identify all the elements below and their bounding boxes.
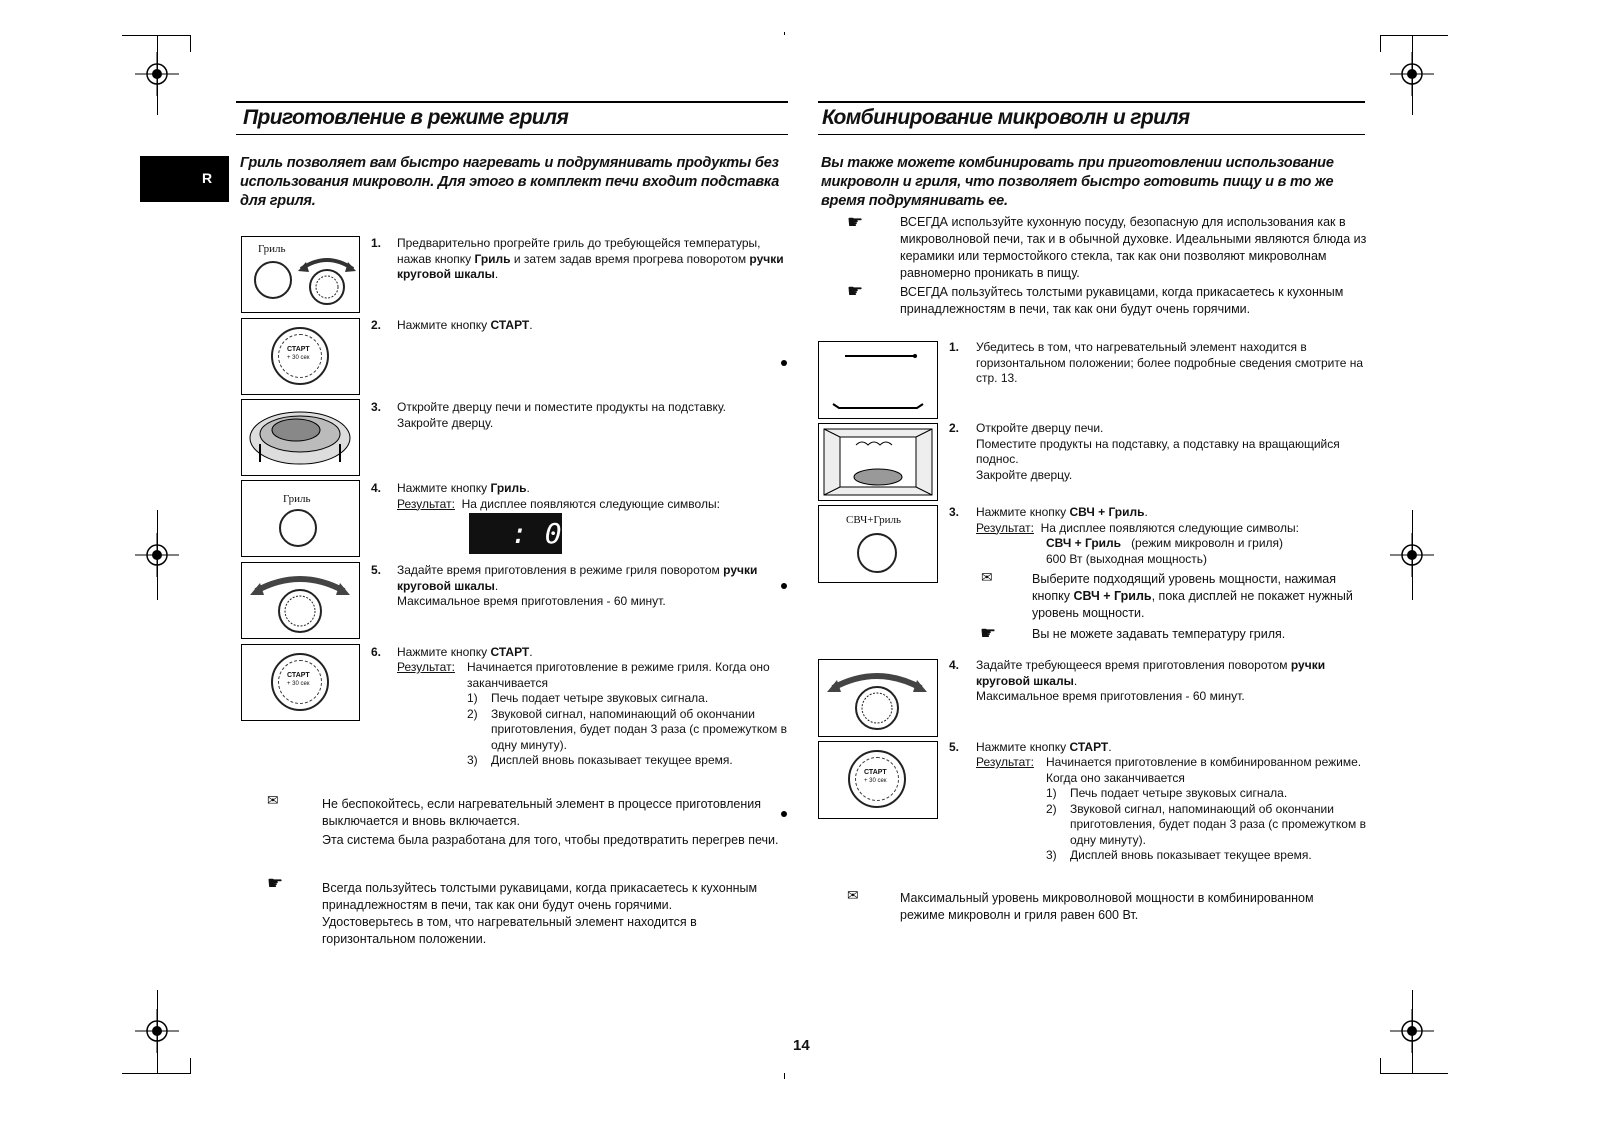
registration-mark-icon bbox=[135, 1009, 179, 1053]
right-step-3: Нажмите кнопку СВЧ + Гриль. Результат: На дисплее появляются следующие символы: СВЧ + Гриль (режим микроволн и гриля) 600 Вт (выходная мощность) bbox=[976, 505, 1299, 566]
registration-mark-icon bbox=[1390, 533, 1434, 577]
left-step-2: Нажмите кнопку СТАРТ. bbox=[397, 318, 533, 332]
start-dial-icon bbox=[271, 653, 329, 711]
dial-start-label: СТАРТ bbox=[287, 346, 310, 353]
left-step-5: Задайте время приготовления в режиме гриля поворотом ручки круговой шкалы. Максимальное время приготовления - 60 минут. bbox=[397, 563, 758, 608]
grill-button-label: Гриль bbox=[258, 243, 286, 255]
left-note-1: Не беспокойтесь, если нагревательный элемент в процессе приготовления выключается и вновь включается. bbox=[322, 797, 762, 828]
list-item: 2) Звуковой сигнал, напоминающий об окончании приготовления, будет подан 3 раза (с промежутком в одну минуту). bbox=[1046, 801, 1366, 847]
grill-rack-icon bbox=[246, 404, 354, 470]
step-number: 5. bbox=[371, 563, 382, 577]
registration-mark-icon bbox=[1390, 52, 1434, 96]
page-number: 14 bbox=[793, 1037, 810, 1054]
step-number: 1. bbox=[949, 340, 960, 354]
left-step-1: Предварительно прогрейте гриль до требующейся температуры, нажав кнопку Гриль и затем задав время прогрева поворотом ручки круговой шкалы. bbox=[397, 236, 784, 281]
grill-button-icon bbox=[279, 509, 317, 547]
right-step-5-sublist bbox=[1046, 786, 1371, 864]
turn-dial-icon bbox=[823, 662, 931, 732]
registration-mark-icon bbox=[1390, 1009, 1434, 1053]
left-step-6-sublist bbox=[467, 691, 787, 769]
grill-button-label: Гриль bbox=[283, 493, 311, 505]
list-item: 3) Дисплей вновь показывает текущее время. bbox=[1046, 848, 1312, 862]
dial-30sec-label: + 30 сек bbox=[287, 681, 310, 687]
center-dot bbox=[781, 360, 787, 366]
left-step-6: Нажмите кнопку СТАРТ. bbox=[397, 645, 533, 659]
combo-button-image bbox=[818, 505, 938, 583]
heating-element-image bbox=[818, 341, 938, 419]
heating-element-icon bbox=[825, 348, 931, 412]
right-step-3-warning: Вы не можете задавать температуру гриля. bbox=[1032, 627, 1286, 641]
step-number: 2. bbox=[371, 318, 382, 332]
right-warning-2: ВСЕГДА пользуйтесь толстыми рукавицами, когда прикасаетесь к кухонным принадлежностям в печи, так как они будут очень горячими. bbox=[900, 285, 1344, 316]
right-title: Комбинирование микроволн и гриля bbox=[822, 106, 1190, 129]
left-note-2b: Удостоверьтесь в том, что нагревательный элемент находится в горизонтальном положении. bbox=[322, 915, 697, 946]
oven-interior-icon bbox=[822, 427, 934, 497]
step-number: 6. bbox=[371, 645, 382, 659]
right-step-1: Убедитесь в том, что нагревательный элемент находится в горизонтальном положении; более подробные сведения смотрите на стр. 13. bbox=[976, 340, 1364, 385]
note-icon: ✉ bbox=[981, 569, 993, 585]
right-warning-1: ВСЕГДА используйте кухонную посуду, безопасную для использования как в микроволновой печи, так и в обычной духовке. Идеальными являются блюда из керамики или термостойкого стекла, так как они позволяют микроволнам равномерно проникать в пищу. bbox=[900, 215, 1367, 280]
start-dial-image bbox=[241, 318, 360, 395]
left-title-underline bbox=[236, 134, 788, 135]
list-item: 2) Звуковой сигнал, напоминающий об окончании приготовления, будет подан 3 раза (с промежутком в одну минуту). bbox=[467, 706, 787, 752]
step-number: 2. bbox=[949, 421, 960, 435]
start-dial-image bbox=[241, 644, 360, 721]
display-readout bbox=[469, 513, 562, 554]
left-title-rule bbox=[236, 101, 788, 103]
step-number: 5. bbox=[949, 740, 960, 754]
left-note-1b: Эта система была разработана для того, чтобы предотвратить перегрев печи. bbox=[322, 833, 779, 847]
left-step-3: Откройте дверцу печи и поместите продукты на подставку. Закройте дверцу. bbox=[397, 400, 726, 430]
list-item: 1) Печь подает четыре звуковых сигнала. bbox=[1046, 786, 1288, 800]
warning-hand-icon: ☛ bbox=[847, 212, 864, 232]
dial-start-label: СТАРТ bbox=[287, 672, 310, 679]
step-number: 3. bbox=[371, 400, 382, 414]
left-intro: Гриль позволяет вам быстро нагревать и подрумянивать продукты без использования микроволн. Для этого в комплект печи входит подставка для гриля. bbox=[240, 155, 780, 209]
note-icon: ✉ bbox=[267, 792, 279, 808]
left-note-2: Всегда пользуйтесь толстыми рукавицами, когда прикасаетесь к кухонным принадлежностям в печи, так как они будут очень горячими. bbox=[322, 881, 758, 912]
list-item: 1) Печь подает четыре звуковых сигнала. bbox=[467, 691, 709, 705]
step-number: 3. bbox=[949, 505, 960, 519]
step-number: 4. bbox=[949, 658, 960, 672]
registration-mark-icon bbox=[135, 52, 179, 96]
language-tab bbox=[140, 156, 229, 202]
start-dial-image bbox=[818, 741, 938, 819]
combo-button-icon bbox=[857, 533, 897, 573]
warning-hand-icon: ☛ bbox=[847, 281, 864, 301]
left-title: Приготовление в режиме гриля bbox=[243, 106, 569, 129]
dial-start-label: СТАРТ bbox=[864, 769, 887, 776]
rotate-arrows-icon bbox=[297, 247, 357, 307]
language-tab-label: R bbox=[202, 170, 213, 186]
warning-hand-icon: ☛ bbox=[267, 873, 284, 893]
left-step-6-result: Результат: Начинается приготовление в режиме гриля. Когда оно заканчивается 1) Печь подает четыре звуковых сигнала. 2) Звуковой сигнал, напоминающий об окончании приготовления, будет подан 3 раза (с промежутком в одну минуту). 3) Дисплей вновь показывает текущее время. bbox=[397, 660, 787, 767]
oven-interior-image bbox=[818, 423, 938, 501]
note-icon: ✉ bbox=[847, 887, 859, 903]
dial-30sec-label: + 30 сек bbox=[864, 778, 887, 784]
right-step-2: Откройте дверцу печи. Поместите продукты на подставку, а подставку на вращающийся поднос. Закройте дверцу. bbox=[976, 421, 1340, 482]
combo-button-label: СВЧ+Гриль bbox=[846, 514, 902, 526]
right-step-5-result: Результат: Начинается приготовление в комбинированном режиме. Когда оно заканчивается 1) Печь подает четыре звуковых сигнала. 2) Звуковой сигнал, напоминающий об окончании приготовления, будет подан 3 раза (с промежутком в одну минуту). 3) Дисплей вновь показывает текущее время. bbox=[976, 755, 1371, 864]
turn-dial-image bbox=[241, 562, 360, 639]
grill-rack-image bbox=[241, 399, 360, 476]
right-title-underline bbox=[818, 134, 1365, 135]
step-number: 1. bbox=[371, 236, 382, 250]
grill-button-icon bbox=[254, 261, 292, 299]
list-item: 3) Дисплей вновь показывает текущее время. bbox=[467, 753, 733, 767]
dial-30sec-label: + 30 сек bbox=[287, 355, 310, 361]
right-title-rule bbox=[818, 101, 1365, 103]
grill-button-dial-image bbox=[241, 236, 360, 313]
grill-button-image bbox=[241, 480, 360, 557]
step-number: 4. bbox=[371, 481, 382, 495]
right-step-5: Нажмите кнопку СТАРТ. bbox=[976, 740, 1112, 754]
left-step-4: Нажмите кнопку Гриль. Результат: На дисплее появляются следующие символы: bbox=[397, 481, 720, 511]
start-dial-icon bbox=[271, 327, 329, 385]
right-step-4: Задайте требующееся время приготовления поворотом ручки круговой шкалы. Максимальное время приготовления - 60 минут. bbox=[976, 658, 1326, 703]
turn-dial-icon bbox=[246, 565, 354, 635]
warning-hand-icon: ☛ bbox=[980, 623, 997, 643]
turn-dial-image bbox=[818, 659, 938, 737]
right-step-3-tip: Выберите подходящий уровень мощности, нажимая кнопку СВЧ + Гриль, пока дисплей не покажет нужный уровень мощности. bbox=[1032, 572, 1353, 620]
right-intro: Вы также можете комбинировать при приготовлении использование микроволн и гриля, что позволяет быстро готовить пищу и в то же время подрумянивать ее. bbox=[821, 155, 1334, 209]
display-readout-text: : 0 bbox=[511, 517, 562, 550]
registration-mark-icon bbox=[135, 533, 179, 577]
start-dial-icon bbox=[848, 750, 906, 808]
right-note: Максимальный уровень микроволновой мощности в комбинированном режиме микроволн и гриля равен 600 Вт. bbox=[900, 891, 1314, 922]
